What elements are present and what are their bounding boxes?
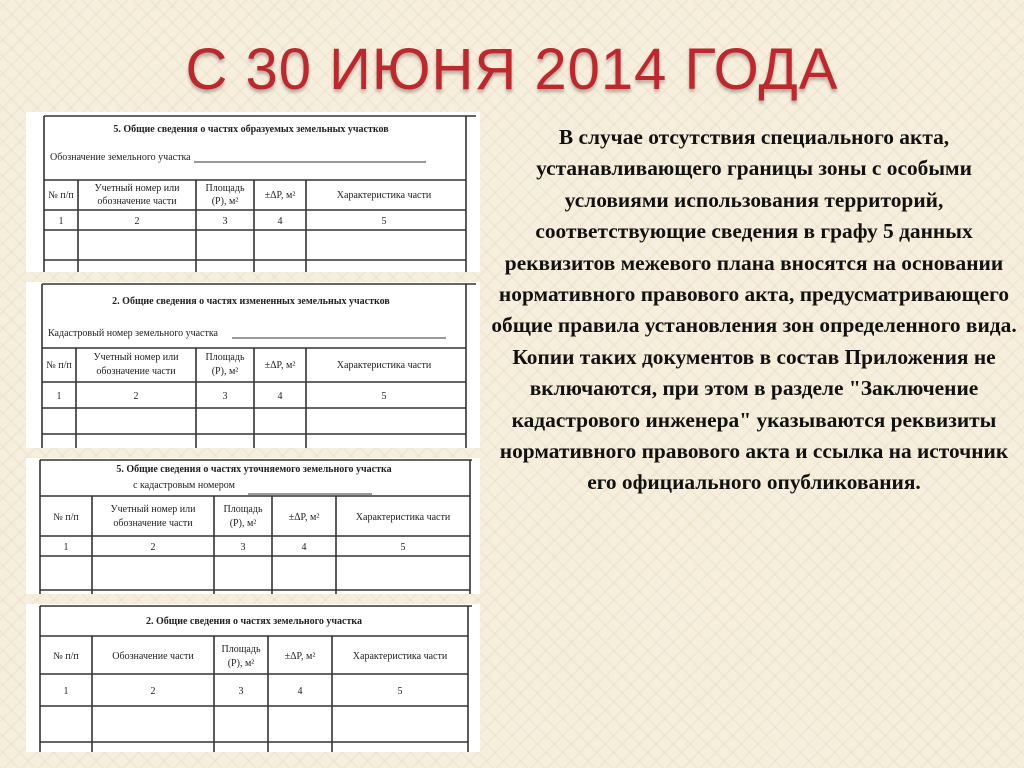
- form-heading: 5. Общие сведения о частях уточняемого земельного участка: [116, 464, 392, 475]
- col-header-area: Площадь: [205, 352, 245, 363]
- col-header-number: № п/п: [53, 512, 79, 523]
- form-scan-2: [26, 282, 480, 448]
- col-header-area-2: (P), м²: [211, 366, 239, 377]
- form-field-label: с кадастровым номером: [133, 480, 235, 491]
- col-number: 3: [222, 216, 228, 227]
- col-header-delta: ±ΔP, м²: [264, 190, 296, 201]
- form-scan-4: [26, 604, 480, 752]
- col-number: 4: [277, 391, 283, 402]
- col-header-description: Характеристика части: [352, 651, 448, 662]
- col-number: 5: [397, 686, 403, 697]
- form-heading: 5. Общие сведения о частях образуемых земельных участков: [113, 124, 389, 135]
- col-header-part-id-2: обозначение части: [113, 518, 193, 529]
- form-field-label: Кадастровый номер земельного участка: [48, 328, 218, 339]
- col-number: 2: [134, 216, 140, 227]
- col-number: 2: [133, 391, 139, 402]
- col-number: 4: [297, 686, 303, 697]
- col-number: 2: [150, 686, 156, 697]
- col-header-part-id: Учетный номер или: [110, 504, 196, 515]
- col-header-description: Характеристика части: [336, 360, 432, 371]
- col-header-area-2: (P), м²: [211, 196, 239, 207]
- slide-title: С 30 ИЮНЯ 2014 ГОДА: [185, 37, 839, 102]
- form-heading: 2. Общие сведения о частях земельного участка: [145, 616, 363, 627]
- col-number: 3: [240, 542, 246, 553]
- col-header-area-2: (P), м²: [229, 518, 257, 529]
- col-header-delta: ±ΔP, м²: [264, 360, 296, 371]
- col-header-part-id: Обозначение части: [112, 651, 194, 662]
- col-header-delta: ±ΔP, м²: [288, 512, 320, 523]
- col-number: 1: [58, 216, 64, 227]
- col-number: 5: [381, 391, 387, 402]
- col-header-number: № п/п: [48, 190, 74, 201]
- form-field-label: Обозначение земельного участка: [50, 152, 191, 163]
- col-header-area: Площадь: [205, 183, 245, 194]
- form-scan-3: [26, 458, 480, 594]
- col-number: 1: [63, 542, 69, 553]
- col-number: 5: [400, 542, 406, 553]
- col-header-area: Площадь: [223, 504, 263, 515]
- col-number: 3: [238, 686, 244, 697]
- col-header-part-id-2: обозначение части: [96, 366, 176, 377]
- col-header-part-id-2: обозначение части: [97, 196, 177, 207]
- col-header-description: Характеристика части: [336, 190, 432, 201]
- form-heading: 2. Общие сведения о частях измененных земельных участков: [112, 296, 390, 307]
- col-header-delta: ±ΔP, м²: [284, 651, 316, 662]
- col-header-area: Площадь: [221, 644, 261, 655]
- col-header-area-2: (P), м²: [227, 658, 255, 669]
- body-paragraph: В случае отсутствия специального акта, устанавливающего границы зоны с особыми условиями использования территорий, соответствующие сведения в графу 5 данных реквизитов межевого плана вносятся на основании нормативного правового акта, предусматривающего общие правила установления зон определенного вида. Копии таких документов в состав Приложения не включаются, при этом в разделе "Заключение кадастрового инженера" указываются реквизиты нормативного правового акта и ссылка на источник его официального опубликования.: [491, 125, 1017, 495]
- col-header-number: № п/п: [46, 360, 72, 371]
- col-number: 1: [63, 686, 69, 697]
- form-scan-1: [26, 112, 480, 272]
- col-number: 3: [222, 391, 228, 402]
- col-header-description: Характеристика части: [355, 512, 451, 523]
- col-number: 4: [277, 216, 283, 227]
- col-header-part-id: Учетный номер или: [93, 352, 179, 363]
- col-number: 2: [150, 542, 156, 553]
- col-number: 5: [381, 216, 387, 227]
- col-header-part-id: Учетный номер или: [94, 183, 180, 194]
- col-number: 4: [301, 542, 307, 553]
- col-number: 1: [56, 391, 62, 402]
- col-header-number: № п/п: [53, 651, 79, 662]
